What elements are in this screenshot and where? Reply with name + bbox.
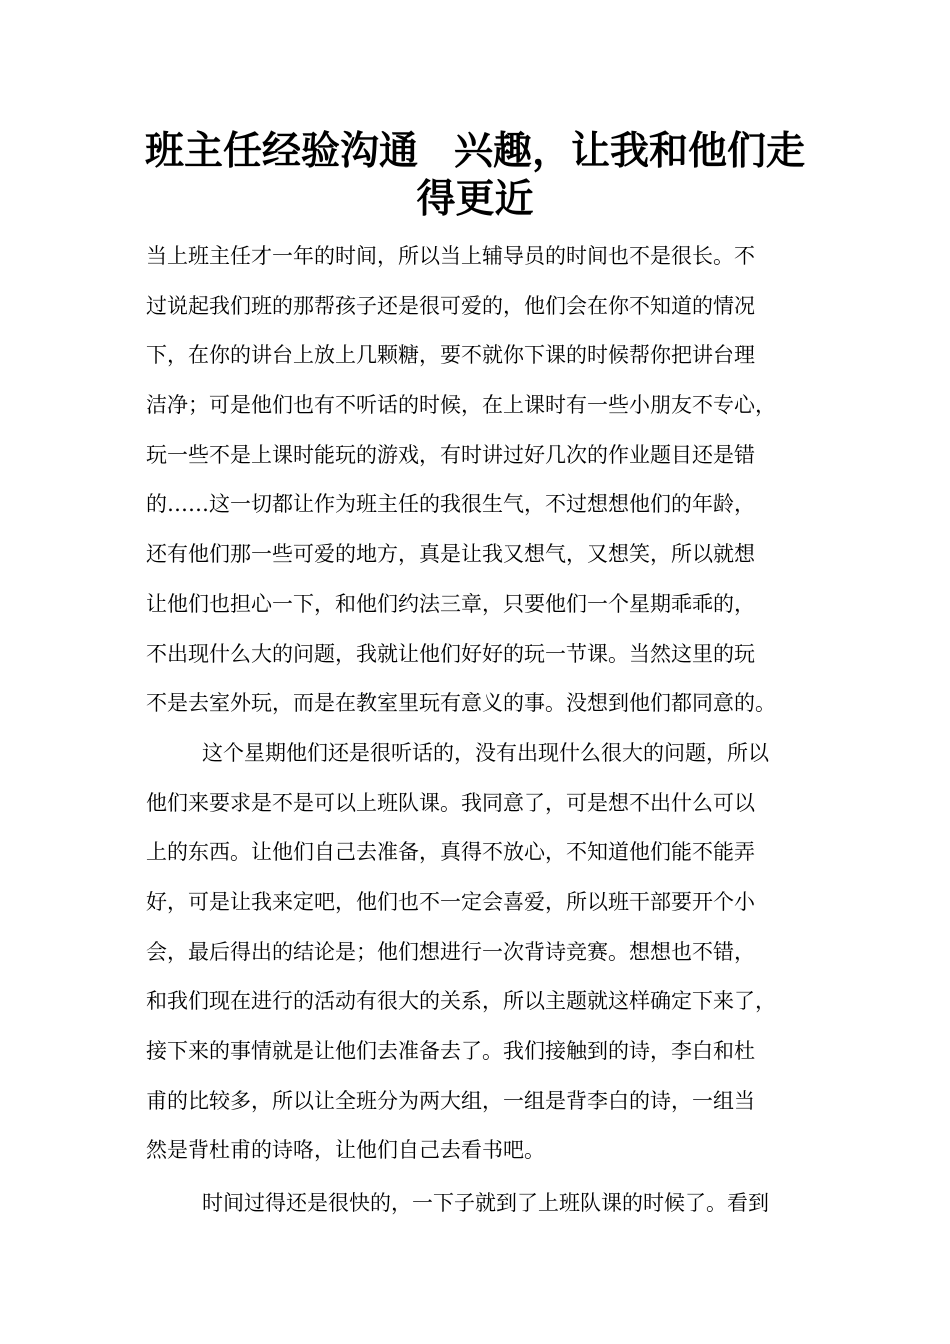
paragraph-line: 洁净；可是他们也有不听话的时候，在上课时有一些小朋友不专心， xyxy=(146,393,776,418)
title-part-1: 班主任经验沟通 xyxy=(144,129,418,174)
paragraph-line: 让他们也担心一下，和他们约法三章，只要他们一个星期乖乖的， xyxy=(146,591,755,616)
paragraph-line: 的……这一切都让作为班主任的我很生气，不过想想他们的年龄， xyxy=(146,492,755,517)
paragraph-1 xyxy=(146,232,826,729)
paragraph-line: 甫的比较多，所以让全班分为两大组，一组是背李白的诗，一组当 xyxy=(146,1088,755,1113)
paragraph-line: 还有他们那一些可爱的地方，真是让我又想气，又想笑，所以就想 xyxy=(146,542,755,567)
paragraph-line: 下，在你的讲台上放上几颗糖，要不就你下课的时候帮你把讲台理 xyxy=(146,343,755,368)
paragraph-2 xyxy=(146,729,826,1176)
paragraph-line: 接下来的事情就是让他们去准备去了。我们接触到的诗，李白和杜 xyxy=(146,1039,755,1063)
paragraph-3 xyxy=(146,1179,826,1229)
paragraph-line: 然是背杜甫的诗咯，让他们自己去看书吧。 xyxy=(146,1138,545,1163)
paragraph-line: 当上班主任才一年的时间，所以当上辅导员的时间也不是很长。不 xyxy=(146,244,755,268)
title-part-3: 得更近 xyxy=(416,177,534,222)
paragraph-line: 时间过得还是很快的，一下子就到了上班队课的时候了。看到 xyxy=(202,1191,769,1216)
paragraph-line: 他们来要求是不是可以上班队课。我同意了，可是想不出什么可以 xyxy=(146,790,755,815)
paragraph-line: 这个星期他们还是很听话的，没有出现什么很大的问题，所以 xyxy=(202,740,769,765)
title-part-2: 兴趣，让我和他们走 xyxy=(454,129,806,174)
paragraph-line: 过说起我们班的那帮孩子还是很可爱的，他们会在你不知道的情况 xyxy=(146,293,755,318)
paragraph-line: 不出现什么大的问题，我就让他们好好的玩一节课。当然这里的玩 xyxy=(146,641,755,666)
paragraph-line: 不是去室外玩，而是在教室里玩有意义的事。没想到他们都同意的。 xyxy=(146,691,776,716)
paragraph-line: 会，最后得出的结论是；他们想进行一次背诗竞赛。想想也不错， xyxy=(146,939,755,964)
paragraph-line: 上的东西。让他们自己去准备，真得不放心，不知道他们能不能弄 xyxy=(146,840,755,865)
document-title xyxy=(130,128,820,224)
paragraph-line: 和我们现在进行的活动有很大的关系，所以主题就这样确定下来了， xyxy=(146,989,776,1014)
paragraph-line: 玩一些不是上课时能玩的游戏，有时讲过好几次的作业题目还是错 xyxy=(146,442,755,467)
paragraph-line: 好，可是让我来定吧，他们也不一定会喜爱，所以班干部要开个小 xyxy=(146,889,755,914)
document-body xyxy=(146,232,826,1229)
